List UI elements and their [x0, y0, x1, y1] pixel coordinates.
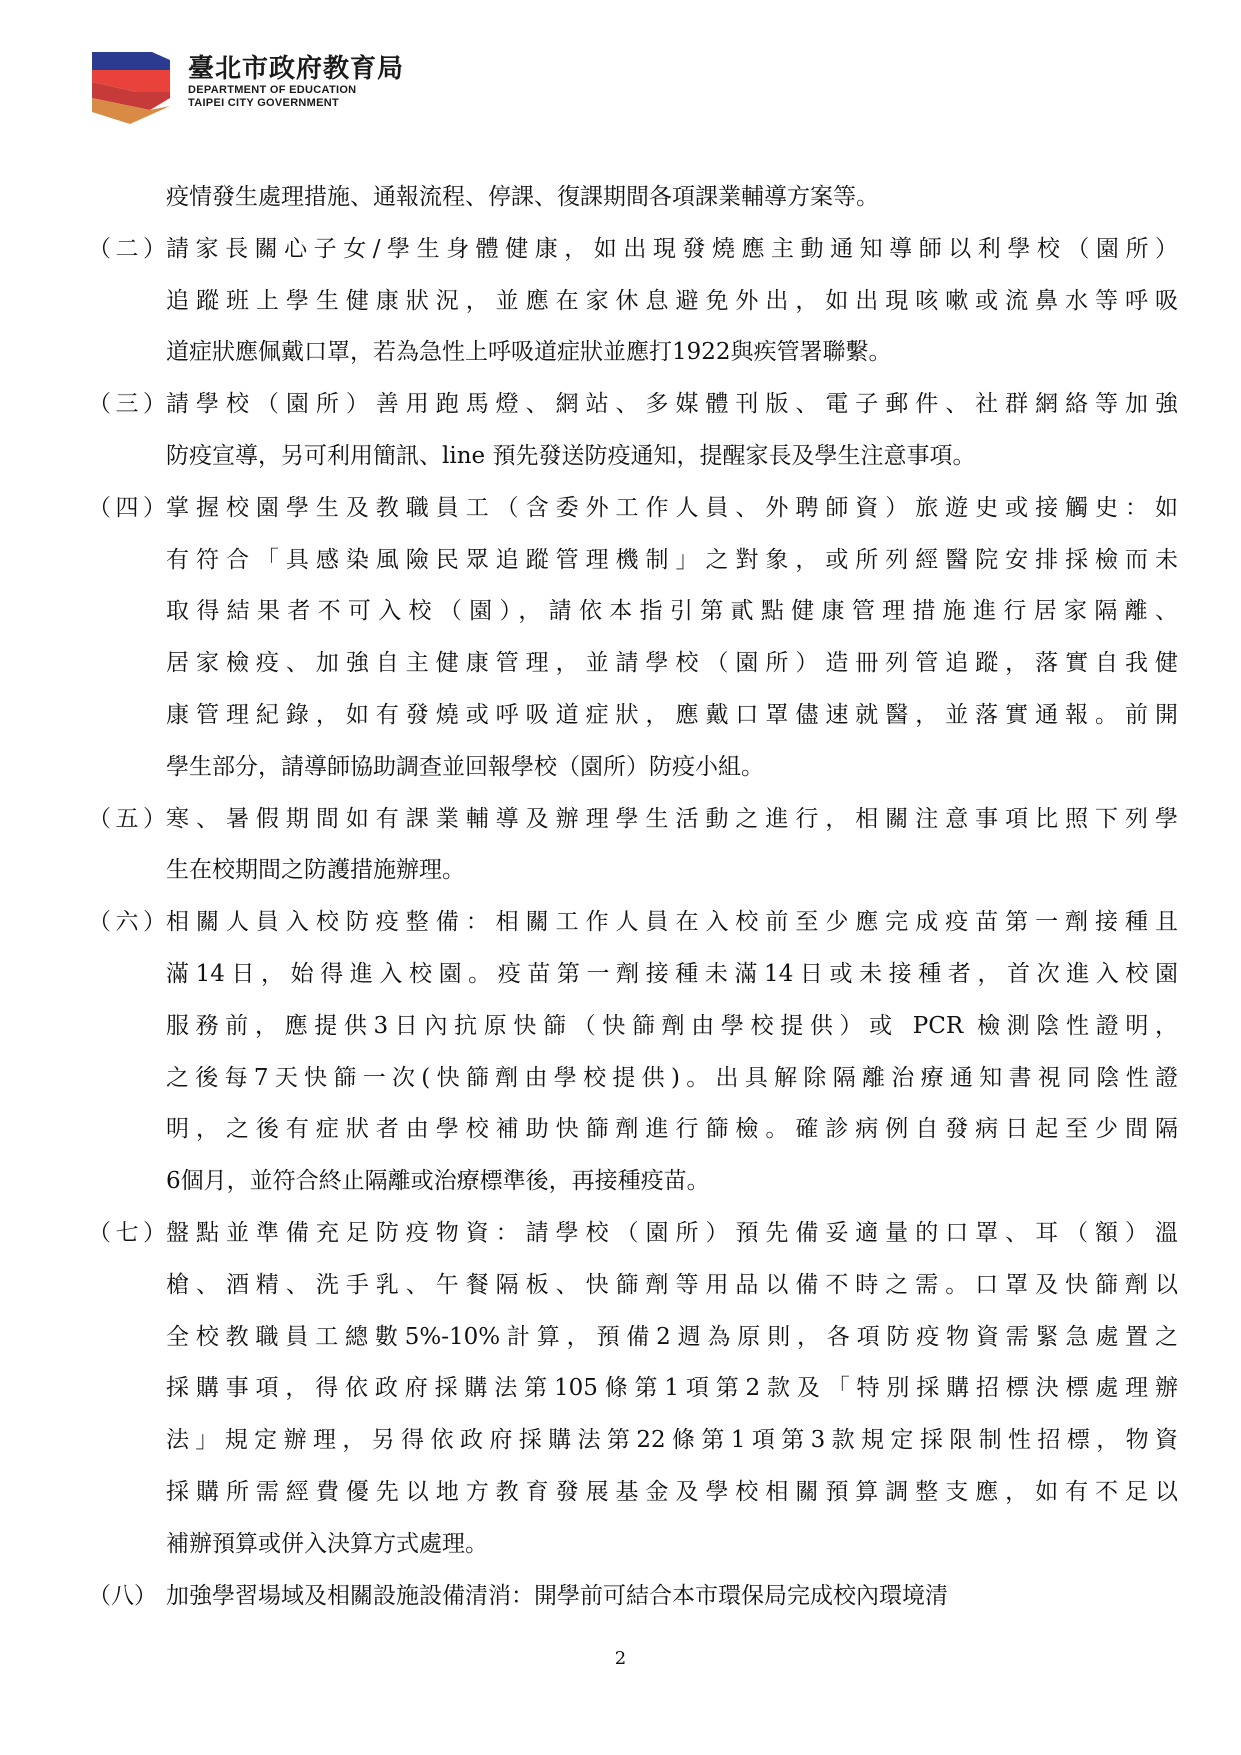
taipei-education-logo-icon	[90, 48, 170, 126]
paragraph-line: 明，之後有症狀者由學校補助快篩劑進行篩檢。確診病例自發病日起至少間隔	[166, 1116, 1178, 1143]
paragraph-line-text: 盤點並準備充足防疫物資：請學校（園所）預先備妥適量的口罩、耳（額）溫	[166, 1219, 1178, 1246]
paragraph-line: 取得結果者不可入校（園），請依本指引第貳點健康管理措施進行居家隔離、	[166, 598, 1178, 625]
list-item-first-line	[88, 379, 1178, 431]
list-item-first-line	[88, 224, 1178, 276]
document-body	[88, 172, 1178, 1622]
paragraph-line: 6個月，並符合終止隔離或治療標準後，再接種疫苗。	[166, 1168, 710, 1195]
org-name-chinese: 臺北市政府教育局	[188, 54, 405, 84]
paragraph-line: 法」規定辦理，另得依政府採購法第22條第1項第3款規定採限制性招標，物資	[166, 1427, 1178, 1454]
paragraph-line: 疫情發生處理措施、通報流程、停課、復課期間各項課業輔導方案等。	[166, 184, 879, 210]
document-header	[90, 48, 510, 128]
paragraph-line-text: 請家長關心子女/學生身體健康，如出現發燒應主動通知導師以利學校（園所）	[166, 235, 1178, 262]
organization-name	[188, 54, 404, 110]
paragraph-line: 槍、酒精、洗手乳、午餐隔板、快篩劑等用品以備不時之需。口罩及快篩劑以	[166, 1271, 1178, 1298]
list-item-first-line	[88, 1208, 1178, 1260]
list-item-marker: （五）	[88, 805, 166, 832]
paragraph-line-text: 掌握校園學生及教職員工（含委外工作人員、外聘師資）旅遊史或接觸史：如	[166, 494, 1178, 521]
paragraph-line: 康管理紀錄，如有發燒或呼吸道症狀，應戴口罩儘速就醫，並落實通報。前開	[166, 701, 1178, 728]
paragraph-line: 生在校期間之防護措施辦理。	[166, 857, 465, 884]
paragraph-line: 全校教職員工總數5%-10%計算，預備2週為原則，各項防疫物資需緊急處置之	[166, 1323, 1178, 1350]
list-item-marker: （八）	[88, 1582, 157, 1609]
paragraph-line: 之後每7天快篩一次(快篩劑由學校提供)。出具解除隔離治療通知書視同陰性證	[166, 1064, 1178, 1091]
list-item-first-line	[88, 794, 1178, 846]
list-item-marker: （二）	[88, 235, 166, 262]
paragraph-line: 採購所需經費優先以地方教育發展基金及學校相關預算調整支應，如有不足以	[166, 1478, 1178, 1505]
list-item-marker: （六）	[88, 909, 166, 936]
org-name-english-line-1: DEPARTMENT OF EDUCATION	[188, 84, 357, 96]
paragraph-line: 居家檢疫、加強自主健康管理，並請學校（園所）造冊列管追蹤，落實自我健	[166, 650, 1178, 677]
list-item-marker: （三）	[88, 391, 166, 418]
paragraph-line: 補辦預算或併入決算方式處理。	[166, 1530, 488, 1557]
paragraph-line: 有符合「具感染風險民眾追蹤管理機制」之對象，或所列經醫院安排採檢而未	[166, 546, 1178, 573]
paragraph-line: 服務前，應提供3日內抗原快篩（快篩劑由學校提供）或 PCR 檢測陰性證明，	[166, 1012, 1178, 1039]
paragraph-line-text: 相關人員入校防疫整備：相關工作人員在入校前至少應完成疫苗第一劑接種且	[166, 909, 1178, 936]
paragraph-line: 追蹤班上學生健康狀況，並應在家休息避免外出，如出現咳嗽或流鼻水等呼吸	[166, 287, 1178, 314]
org-name-english-line-2: TAIPEI CITY GOVERNMENT	[188, 97, 340, 109]
page-number: 2	[614, 1648, 627, 1669]
list-item-marker: （七）	[88, 1219, 166, 1246]
paragraph-line: 滿14日，始得進入校園。疫苗第一劑接種未滿14日或未接種者，首次進入校園	[166, 960, 1178, 987]
paragraph-line-text: 寒、暑假期間如有課業輔導及辦理學生活動之進行，相關注意事項比照下列學	[166, 805, 1178, 832]
paragraph-line-text: 請學校（園所）善用跑馬燈、網站、多媒體刊版、電子郵件、社群網絡等加強	[166, 391, 1178, 418]
paragraph-line: 學生部分，請導師協助調查並回報學校（園所）防疫小組。	[166, 753, 764, 780]
list-item-first-line	[88, 483, 1178, 535]
list-item-first-line	[88, 1571, 1178, 1623]
paragraph-line: 防疫宣導，另可利用簡訊、line 預先發送防疫通知，提醒家長及學生注意事項。	[166, 442, 976, 469]
paragraph-line-text: 加強學習場域及相關設施設備清消：開學前可結合本市環保局完成校內環境清	[166, 1582, 948, 1609]
list-item-first-line	[88, 897, 1178, 949]
list-item-marker: （四）	[88, 494, 166, 521]
paragraph-line: 採購事項，得依政府採購法第105條第1項第2款及「特別採購招標決標處理辦	[166, 1375, 1178, 1402]
paragraph-line: 道症狀應佩戴口罩，若為急性上呼吸道症狀並應打1922與疾管署聯繫。	[166, 339, 892, 366]
